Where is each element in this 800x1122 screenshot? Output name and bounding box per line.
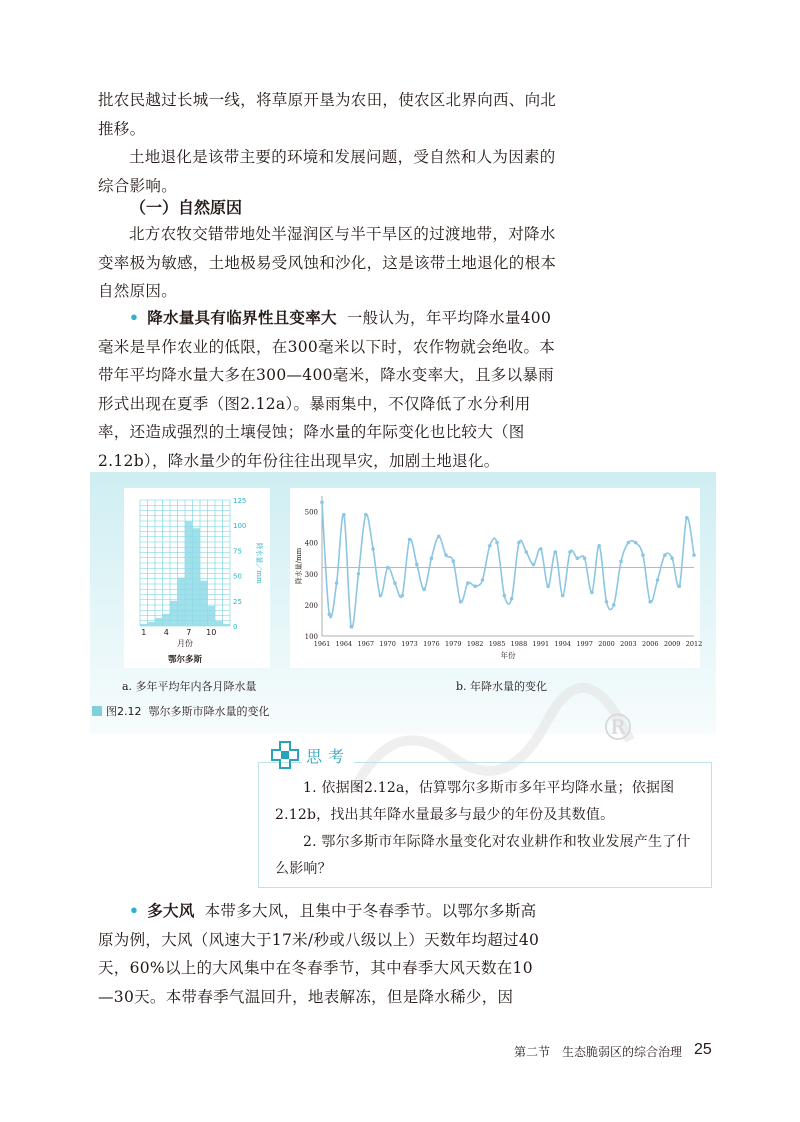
data-point-2002 <box>619 560 623 564</box>
watermark-registered-mark: ® <box>600 708 636 749</box>
bar-month-10 <box>208 606 216 626</box>
bullet-text-wind: 本带多大风，且集中于冬春季节。以鄂尔多斯高原为例，大风（风速大于17米/秒或八级以上）天数年均超过40天，60%以上的大风集中在冬春季节，其中春季大风天数在10—30天。本带春季气温回升，地表解冻，但是降水稀少，因 <box>98 902 540 1006</box>
paragraph-natural-causes: 北方农牧交错带地处半湿润区与半干旱区的过渡地带，对降水变率极为敏感，土地极易受风蚀和沙化，这是该带土地退化的根本自然原因。 <box>98 225 557 300</box>
data-point-1980 <box>459 600 463 604</box>
x-tick-label: 1961 <box>313 640 331 648</box>
x-axis-label: 年份 <box>500 651 516 660</box>
data-point-2006 <box>648 600 652 604</box>
paragraph-continuation: 批农民越过长城一线，将草原开垦为农田，使农区北界向西、向北推移。 <box>98 91 557 138</box>
data-point-1979 <box>451 560 455 564</box>
paragraph-land-degradation: 土地退化是该带主要的环境和发展问题，受自然和人为因素的综合影响。 <box>98 148 556 195</box>
data-point-1995 <box>568 550 572 554</box>
x-tick-label: 4 <box>163 628 169 637</box>
monthly-precipitation-chart <box>124 488 270 668</box>
bullet-text-precipitation: 一般认为，年平均降水量400毫米是旱作农业的低限，在300毫米以下时，农作物就会绝收。本带年平均降水量大多在300—400毫米，降水变率大，且多以暴雨形式出现在夏季（图2.12a）。暴雨集中，不仅降低了水分利用率，还造成强烈的土壤侵蚀；降水量的年际变化也比较大（图2.12b），降水量少的年份往往出现旱灾，加剧土地退化。 <box>98 309 556 470</box>
x-tick-label: 1994 <box>554 640 571 648</box>
data-point-1998 <box>590 591 594 595</box>
y-tick-label: 200 <box>304 601 318 610</box>
x-tick-label: 1967 <box>357 640 375 648</box>
data-point-1996 <box>575 556 579 560</box>
data-point-1966 <box>357 572 361 576</box>
x-tick-label: 1973 <box>401 640 418 648</box>
x-tick-label: 2012 <box>685 640 703 648</box>
bullet-icon: • <box>129 901 140 920</box>
annual-precipitation-chart <box>290 488 703 668</box>
data-point-1997 <box>583 556 587 560</box>
paragraph-precipitation <box>98 304 558 475</box>
bar-month-8 <box>193 528 201 626</box>
data-point-1991 <box>539 547 543 551</box>
x-tick-label: 1997 <box>576 640 593 648</box>
y-axis-label: 降水量／mm <box>255 542 263 584</box>
figure-b-panel <box>290 488 703 668</box>
y-tick-label: 500 <box>304 508 318 517</box>
bar-month-9 <box>200 581 208 626</box>
footer-section: 第二节 生态脆弱区的综合治理 <box>514 1045 683 1059</box>
data-point-1992 <box>546 584 550 588</box>
data-point-1984 <box>488 544 492 548</box>
data-point-1968 <box>371 547 375 551</box>
chart-title: 鄂尔多斯 <box>167 655 203 665</box>
data-point-1973 <box>408 538 412 542</box>
bar-month-7 <box>185 521 193 626</box>
bar-month-4 <box>163 614 171 626</box>
figure-b-label: b. 年降水量的变化 <box>456 680 548 693</box>
figure-caption <box>92 703 270 719</box>
data-point-2000 <box>605 600 609 604</box>
y-tick-label: 400 <box>304 539 318 548</box>
data-point-1964 <box>342 513 346 517</box>
section-title-natural-causes: （一）自然原因 <box>130 198 243 217</box>
x-tick-label: 1988 <box>510 640 528 648</box>
y-tick-label: 50 <box>233 572 242 581</box>
data-point-2010 <box>678 584 682 588</box>
think-questions <box>275 775 695 883</box>
data-point-1967 <box>364 513 368 517</box>
data-point-2004 <box>634 541 638 545</box>
precipitation-series-line <box>322 502 694 628</box>
paragraph-wind <box>98 897 543 1011</box>
figure-a-panel <box>124 488 270 668</box>
bullet-heading-precipitation: 降水量具有临界性且变率大 <box>147 309 337 327</box>
x-tick-label: 7 <box>186 628 192 637</box>
data-point-1987 <box>510 597 514 601</box>
data-point-1990 <box>532 563 536 567</box>
data-point-1975 <box>422 588 426 592</box>
y-axis-label: 降水量/mm <box>295 547 303 585</box>
data-point-1994 <box>561 594 565 598</box>
think-icon <box>270 740 300 770</box>
data-point-1963 <box>335 581 339 585</box>
data-point-1969 <box>379 594 383 598</box>
data-point-1961 <box>320 500 324 504</box>
data-point-1971 <box>393 581 397 585</box>
x-axis-label: 月份 <box>177 639 193 648</box>
bullet-heading-wind: 多大风 <box>147 902 195 920</box>
data-point-2009 <box>670 556 674 560</box>
x-tick-label: 2003 <box>620 640 637 648</box>
data-point-2008 <box>663 553 667 557</box>
y-tick-label: 100 <box>304 633 318 641</box>
data-point-1982 <box>473 584 477 588</box>
bar-month-5 <box>170 601 178 626</box>
x-tick-label: 1985 <box>488 640 506 648</box>
x-tick-label: 2009 <box>663 640 681 648</box>
x-tick-label: 1991 <box>532 640 550 648</box>
bar-month-6 <box>178 578 186 626</box>
data-point-1978 <box>444 553 448 557</box>
data-point-2007 <box>656 578 660 582</box>
data-point-1988 <box>517 541 521 545</box>
data-point-1965 <box>349 625 353 629</box>
x-tick-label: 1982 <box>466 640 484 648</box>
data-point-2011 <box>685 516 689 520</box>
data-point-2012 <box>692 553 696 557</box>
data-point-2001 <box>612 603 616 607</box>
y-tick-label: 25 <box>233 597 242 606</box>
data-point-1976 <box>430 556 434 560</box>
data-point-2005 <box>641 553 645 557</box>
x-tick-label: 1964 <box>335 640 353 648</box>
data-point-1977 <box>437 535 441 539</box>
caption-number: 图2.12 <box>106 705 142 718</box>
x-tick-label: 1979 <box>445 640 462 648</box>
data-point-1962 <box>327 612 331 616</box>
think-question-2: 2. 鄂尔多斯市年际降水量变化对农业耕作和牧业发展产生了什么影响？ <box>275 834 691 877</box>
bar-month-11 <box>215 621 223 626</box>
think-question-1: 1. 依据图2.12a，估算鄂尔多斯市多年平均降水量；依据图2.12b，找出其年降水量最多与最少的年份及其数值。 <box>275 780 675 823</box>
bullet-icon: • <box>129 308 140 327</box>
caption-text: 鄂尔多斯市降水量的变化 <box>148 705 270 718</box>
bar-month-3 <box>155 618 163 626</box>
data-point-1983 <box>481 578 485 582</box>
figure-a-label: a. 多年平均年内各月降水量 <box>122 680 257 693</box>
data-point-2003 <box>627 541 631 545</box>
x-tick-label: 10 <box>206 628 217 637</box>
x-tick-label: 2000 <box>598 640 615 648</box>
x-tick-label: 2006 <box>641 640 659 648</box>
y-tick-label: 125 <box>233 497 247 505</box>
data-point-1981 <box>466 581 470 585</box>
bar-month-2 <box>148 622 156 626</box>
bar-month-12 <box>223 624 231 626</box>
data-point-1985 <box>495 541 499 545</box>
data-point-1970 <box>386 566 390 570</box>
data-point-1972 <box>400 594 404 598</box>
data-point-1986 <box>503 594 507 598</box>
think-title: 思考 <box>302 744 354 767</box>
x-tick-label: 1976 <box>423 640 440 648</box>
x-tick-label: 1970 <box>379 640 396 648</box>
y-tick-label: 75 <box>233 547 242 556</box>
data-point-1999 <box>597 544 601 548</box>
x-tick-label: 1 <box>141 628 147 637</box>
y-tick-label: 100 <box>233 522 247 531</box>
y-tick-label: 0 <box>233 623 238 631</box>
data-point-1974 <box>415 563 419 567</box>
page-number: 25 <box>694 1041 712 1058</box>
data-point-1989 <box>524 550 528 554</box>
bar-month-1 <box>140 624 148 626</box>
y-tick-label: 300 <box>304 570 318 579</box>
caption-square-icon <box>92 706 102 716</box>
data-point-1993 <box>554 550 558 554</box>
